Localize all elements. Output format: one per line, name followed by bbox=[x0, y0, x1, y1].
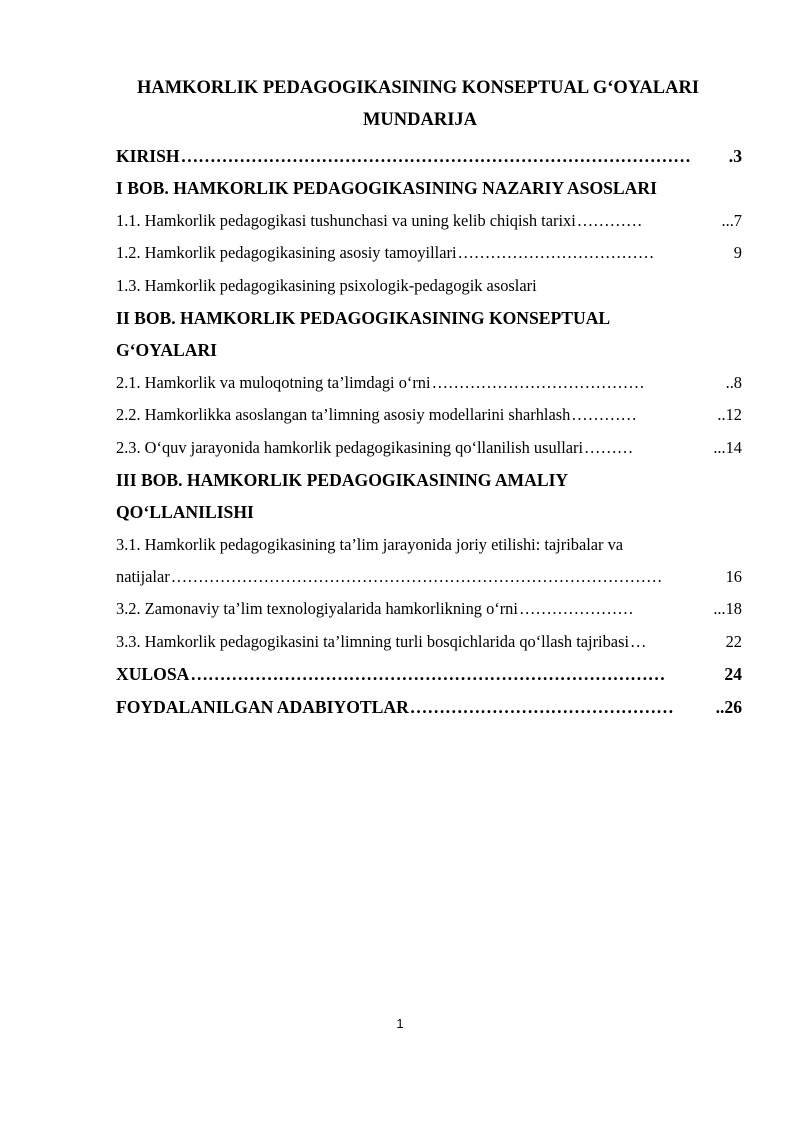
page-number: 1 bbox=[396, 1016, 404, 1031]
table-of-contents bbox=[116, 140, 742, 723]
toc-entry-text: 2.2. Hamkorlikka asoslangan ta’limning asosiy modellarini sharhlash bbox=[116, 405, 571, 425]
toc-leader-dots: ……………………………… bbox=[457, 243, 655, 263]
toc-entry-text: XULOSA bbox=[116, 664, 190, 685]
toc-page-number: ...18 bbox=[713, 599, 742, 619]
toc-entry-adabiyotlar[interactable] bbox=[116, 691, 742, 723]
toc-entry-text: KIRISH bbox=[116, 146, 180, 166]
toc-entry-1-3[interactable] bbox=[116, 270, 742, 302]
toc-entry-text: 1.3. Hamkorlik pedagogikasining psixologik-pedagogik asoslari bbox=[116, 275, 537, 295]
toc-page-number: ..26 bbox=[715, 696, 742, 717]
document-title: HAMKORLIK PEDAGOGIKASINING KONSEPTUAL G‘OYALARI bbox=[136, 78, 700, 98]
toc-chapter-1-heading[interactable] bbox=[116, 172, 742, 204]
toc-entry-3-3[interactable] bbox=[116, 626, 742, 658]
toc-entry-text: FOYDALANILGAN ADABIYOTLAR bbox=[116, 696, 409, 717]
toc-entry-1-2[interactable] bbox=[116, 237, 742, 269]
toc-entry-text: natijalar bbox=[116, 567, 170, 587]
toc-entry-text: II BOB. HAMKORLIK PEDAGOGIKASINING KONSEPTUAL bbox=[116, 307, 611, 328]
toc-entry-text: 1.1. Hamkorlik pedagogikasi tushunchasi va uning kelib chiqish tarixi bbox=[116, 210, 576, 230]
toc-leader-dots: ………… bbox=[576, 210, 643, 230]
toc-entry-text: 1.2. Hamkorlik pedagogikasining asosiy tamoyillari bbox=[116, 243, 457, 263]
toc-entry-text: 3.1. Hamkorlik pedagogikasining ta’lim jarayonida joriy etilishi: tajribalar va bbox=[116, 534, 624, 554]
toc-page-number: 16 bbox=[725, 567, 742, 587]
toc-leader-dots: ………… bbox=[571, 405, 637, 425]
toc-leader-dots: ……………………………………… bbox=[409, 696, 674, 717]
toc-entry-2-1[interactable] bbox=[116, 367, 742, 399]
toc-chapter-3-heading[interactable] bbox=[116, 464, 742, 496]
toc-entry-2-2[interactable] bbox=[116, 399, 742, 431]
toc-leader-dots: ……………………………………………………………………………… bbox=[170, 567, 663, 587]
toc-chapter-3-heading-cont[interactable] bbox=[116, 496, 742, 528]
toc-page-number: ...14 bbox=[713, 437, 742, 457]
toc-page-number: 9 bbox=[733, 243, 742, 263]
toc-entry-text: G‘OYALARI bbox=[116, 340, 218, 361]
toc-leader-dots: ………………………………… bbox=[431, 372, 645, 392]
toc-page-number: 24 bbox=[724, 664, 742, 685]
toc-entry-3-2[interactable] bbox=[116, 593, 742, 625]
toc-leader-dots: ………………… bbox=[518, 599, 634, 619]
toc-entry-1-1[interactable] bbox=[116, 205, 742, 237]
toc-leader-dots: ……… bbox=[584, 437, 634, 457]
toc-entry-3-1-cont[interactable] bbox=[116, 561, 742, 593]
toc-entry-text: I BOB. HAMKORLIK PEDAGOGIKASINING NAZARIY ASOSLARI bbox=[116, 178, 657, 199]
toc-page-number: ..12 bbox=[717, 405, 742, 425]
toc-entry-3-1[interactable] bbox=[116, 529, 742, 561]
toc-entry-text: 2.3. O‘quv jarayonida hamkorlik pedagogikasining qo‘llanilish usullari bbox=[116, 437, 584, 457]
toc-chapter-2-heading[interactable] bbox=[116, 302, 742, 334]
toc-page-number: 22 bbox=[725, 631, 742, 651]
toc-chapter-2-heading-cont[interactable] bbox=[116, 334, 742, 366]
toc-leader-dots: …………………………………………………………………………… bbox=[180, 146, 691, 166]
toc-entry-text: QO‘LLANILISHI bbox=[116, 502, 254, 523]
toc-leader-dots: … bbox=[630, 631, 647, 651]
toc-entry-text: 3.3. Hamkorlik pedagogikasini ta’limning turli bosqichlarida qo‘llash tajribasi bbox=[116, 631, 630, 651]
toc-entry-text: 3.2. Zamonaviy ta’lim texnologiyalarida hamkorlikning o‘rni bbox=[116, 599, 518, 619]
toc-entry-2-3[interactable] bbox=[116, 432, 742, 464]
toc-entry-xulosa[interactable] bbox=[116, 658, 742, 690]
contents-heading: MUNDARIJA bbox=[362, 110, 478, 130]
toc-entry-text: 2.1. Hamkorlik va muloqotning ta’limdagi o‘rni bbox=[116, 372, 431, 392]
toc-page-number: ..8 bbox=[725, 372, 742, 392]
toc-entry-text: III BOB. HAMKORLIK PEDAGOGIKASINING AMALIY bbox=[116, 469, 569, 490]
toc-leader-dots: ……………………………………………………………………… bbox=[190, 664, 666, 685]
toc-page-number: .3 bbox=[728, 146, 742, 166]
toc-entry-kirish[interactable] bbox=[116, 140, 742, 172]
toc-page-number: ...7 bbox=[721, 210, 742, 230]
